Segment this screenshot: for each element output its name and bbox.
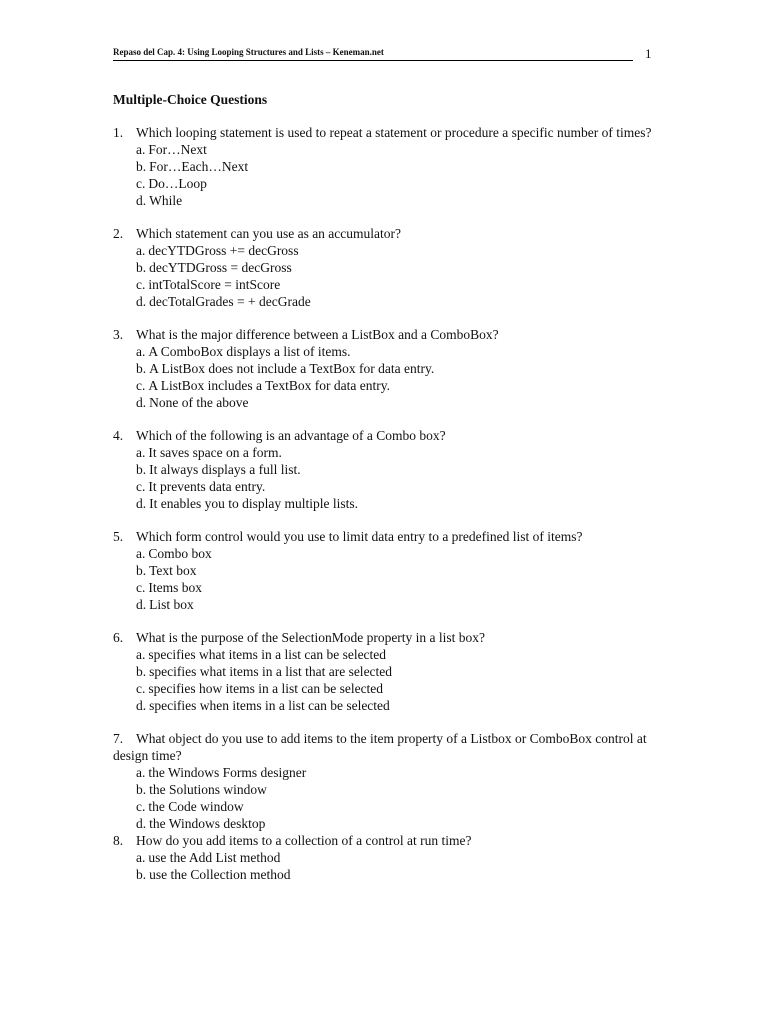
choice-letter: b. (136, 462, 147, 477)
choice-text: decYTDGross = decGross (149, 260, 292, 275)
choice-text: While (149, 193, 183, 208)
question-text: What is the purpose of the SelectionMode property in a list box? (136, 630, 486, 645)
answer-choice (113, 242, 653, 259)
choice-letter: a. (136, 243, 146, 258)
question-number: 6. (113, 630, 124, 645)
answer-choice (113, 781, 653, 798)
choice-letter: a. (136, 142, 146, 157)
choice-text: It always displays a full list. (149, 462, 301, 477)
choice-letter: c. (136, 799, 146, 814)
choice-text: A ListBox includes a TextBox for data entry. (148, 378, 391, 393)
question-stem (113, 326, 653, 343)
answer-choice (113, 596, 653, 613)
choice-letter: c. (136, 176, 146, 191)
question-stem (113, 225, 653, 242)
choice-letter: d. (136, 698, 147, 713)
answer-choice (113, 293, 653, 310)
question-text: Which of the following is an advantage of a Combo box? (136, 428, 446, 443)
question-stem (113, 124, 653, 141)
question-stem (113, 629, 653, 646)
answer-choices (113, 849, 653, 883)
answer-choice (113, 495, 653, 512)
answer-choices (113, 242, 653, 310)
question-number: 5. (113, 529, 124, 544)
question-list (113, 124, 653, 899)
choice-letter: b. (136, 782, 147, 797)
answer-choice (113, 579, 653, 596)
choice-text: the Code window (148, 799, 244, 814)
choice-text: Text box (149, 563, 197, 578)
answer-choice (113, 562, 653, 579)
answer-choice (113, 815, 653, 832)
choice-text: A ComboBox displays a list of items. (148, 344, 351, 359)
answer-choices (113, 545, 653, 613)
choice-letter: d. (136, 193, 147, 208)
answer-choice (113, 849, 653, 866)
choice-text: specifies when items in a list can be selected (149, 698, 390, 713)
choice-letter: b. (136, 260, 147, 275)
running-header (113, 46, 633, 61)
answer-choice (113, 158, 653, 175)
section-title: Multiple-Choice Questions (113, 92, 268, 107)
question-number: 1. (113, 125, 124, 140)
choice-text: use the Collection method (149, 867, 291, 882)
question-item (113, 832, 653, 883)
question-item (113, 326, 653, 411)
answer-choice (113, 192, 653, 209)
question-item (113, 528, 653, 613)
choice-text: Combo box (148, 546, 212, 561)
question-stem (113, 832, 653, 849)
choice-letter: b. (136, 361, 147, 376)
page-number: 1 (645, 46, 652, 61)
choice-letter: d. (136, 395, 147, 410)
choice-text: decYTDGross += decGross (148, 243, 299, 258)
answer-choice (113, 866, 653, 883)
choice-text: List box (149, 597, 194, 612)
question-text: What object do you use to add items to the item property of a Listbox or ComboBox control at design time? (113, 731, 647, 763)
question-number: 3. (113, 327, 124, 342)
choice-text: specifies how items in a list can be selected (148, 681, 384, 696)
choice-letter: c. (136, 378, 146, 393)
question-stem (113, 730, 653, 764)
choice-letter: a. (136, 546, 146, 561)
choice-letter: a. (136, 765, 146, 780)
answer-choice (113, 798, 653, 815)
choice-letter: c. (136, 479, 146, 494)
choice-letter: d. (136, 294, 147, 309)
question-number: 2. (113, 226, 124, 241)
choice-letter: a. (136, 647, 146, 662)
answer-choice (113, 377, 653, 394)
answer-choice (113, 545, 653, 562)
choice-letter: a. (136, 445, 146, 460)
answer-choice (113, 646, 653, 663)
answer-choices (113, 444, 653, 512)
choice-text: use the Add List method (148, 850, 281, 865)
choice-letter: c. (136, 580, 146, 595)
question-text: What is the major difference between a ListBox and a ComboBox? (136, 327, 499, 342)
answer-choice (113, 141, 653, 158)
answer-choices (113, 343, 653, 411)
choice-text: For…Each…Next (149, 159, 249, 174)
answer-choices (113, 646, 653, 714)
choice-letter: b. (136, 159, 147, 174)
choice-text: specifies what items in a list can be selected (148, 647, 387, 662)
answer-choices (113, 141, 653, 209)
answer-choice (113, 343, 653, 360)
choice-text: intTotalScore = intScore (148, 277, 281, 292)
choice-text: the Solutions window (149, 782, 267, 797)
choice-text: It saves space on a form. (148, 445, 282, 460)
answer-choice (113, 478, 653, 495)
choice-text: A ListBox does not include a TextBox for data entry. (149, 361, 435, 376)
question-number: 7. (113, 731, 124, 746)
choice-text: Do…Loop (148, 176, 207, 191)
choice-letter: b. (136, 563, 147, 578)
question-number: 8. (113, 833, 124, 848)
answer-choice (113, 175, 653, 192)
choice-text: For…Next (148, 142, 207, 157)
answer-choice (113, 276, 653, 293)
answer-choice (113, 259, 653, 276)
choice-letter: d. (136, 816, 147, 831)
answer-choice (113, 444, 653, 461)
question-item (113, 124, 653, 209)
choice-letter: b. (136, 664, 147, 679)
question-item (113, 730, 653, 832)
question-item (113, 629, 653, 714)
question-item (113, 427, 653, 512)
answer-choice (113, 461, 653, 478)
answer-choice (113, 680, 653, 697)
choice-text: decTotalGrades = + decGrade (149, 294, 311, 309)
choice-letter: b. (136, 867, 147, 882)
choice-text: specifies what items in a list that are selected (149, 664, 393, 679)
question-text: Which statement can you use as an accumulator? (136, 226, 402, 241)
choice-letter: a. (136, 850, 146, 865)
choice-text: It prevents data entry. (148, 479, 266, 494)
choice-text: It enables you to display multiple lists. (149, 496, 358, 511)
choice-letter: d. (136, 496, 147, 511)
question-text: Which looping statement is used to repeat a statement or procedure a specific number of times? (136, 125, 652, 140)
choice-letter: d. (136, 597, 147, 612)
answer-choice (113, 394, 653, 411)
answer-choice (113, 764, 653, 781)
question-text: Which form control would you use to limit data entry to a predefined list of items? (136, 529, 583, 544)
choice-text: the Windows Forms designer (148, 765, 307, 780)
choice-letter: c. (136, 277, 146, 292)
choice-letter: c. (136, 681, 146, 696)
question-item (113, 225, 653, 310)
choice-text: None of the above (149, 395, 249, 410)
question-stem (113, 427, 653, 444)
question-number: 4. (113, 428, 124, 443)
answer-choice (113, 360, 653, 377)
choice-text: the Windows desktop (149, 816, 266, 831)
choice-letter: a. (136, 344, 146, 359)
answer-choice (113, 697, 653, 714)
answer-choice (113, 663, 653, 680)
question-text: How do you add items to a collection of a control at run time? (136, 833, 472, 848)
choice-text: Items box (148, 580, 202, 595)
question-stem (113, 528, 653, 545)
running-title: Repaso del Cap. 4: Using Looping Structures and Lists – Keneman.net (113, 47, 384, 57)
answer-choices (113, 764, 653, 832)
